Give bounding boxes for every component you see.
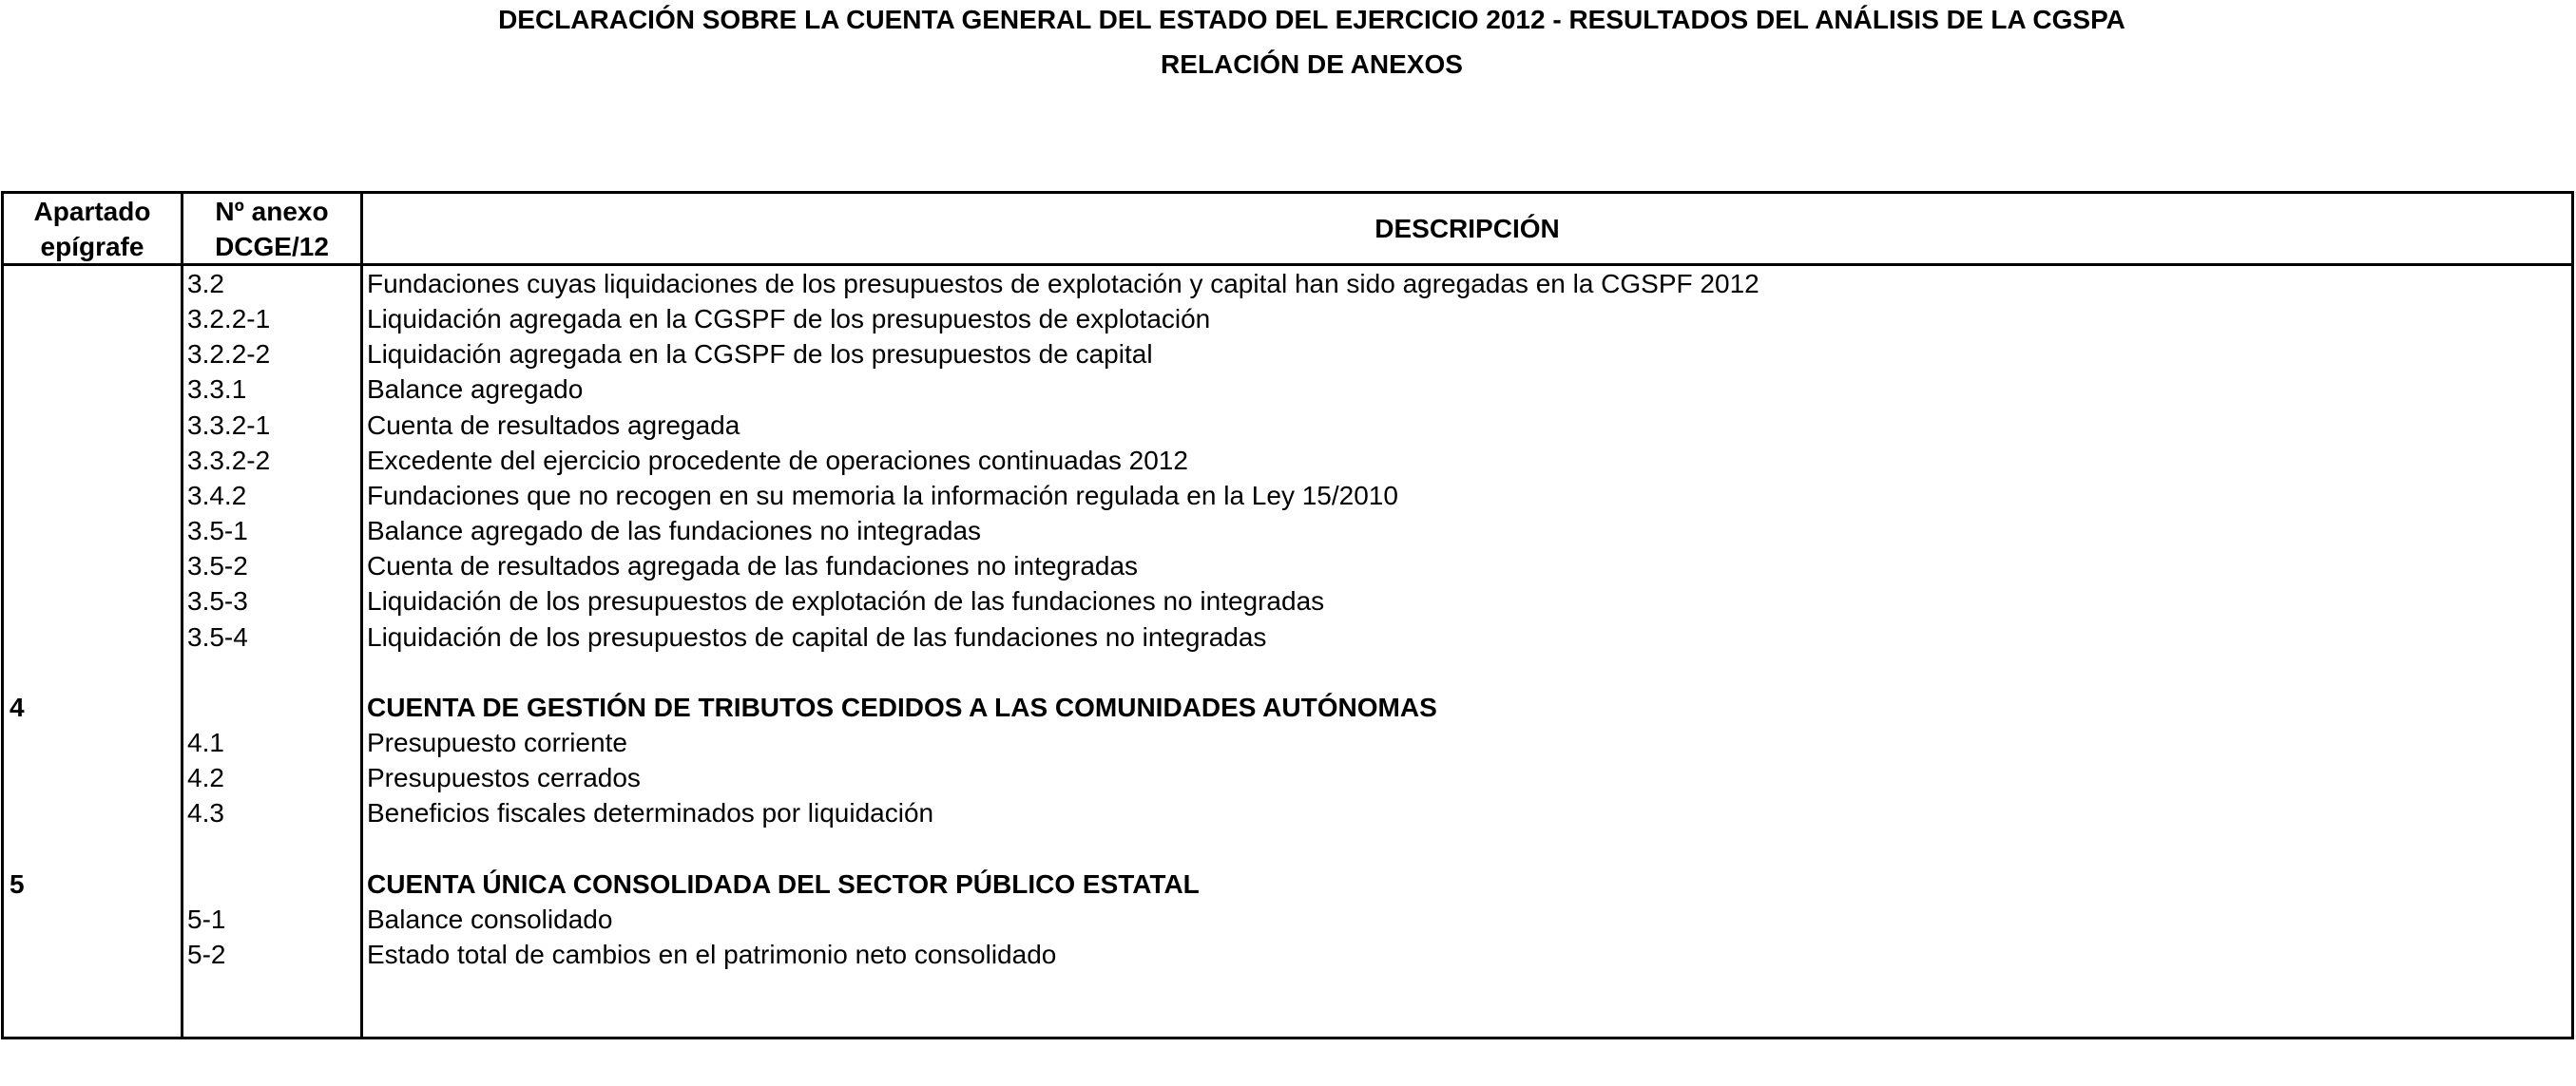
section-row	[4, 690, 2571, 725]
cell-anexo: 3.5-4	[187, 621, 248, 652]
cell-anexo: 4.2	[187, 763, 224, 793]
table-row	[4, 443, 2571, 478]
cell-descripcion: CUENTA ÚNICA CONSOLIDADA DEL SECTOR PÚBLICO ESTATAL	[367, 868, 1200, 899]
cell-descripcion: Liquidación de los presupuestos de explotación de las fundaciones no integradas	[367, 586, 1325, 617]
table-row	[4, 513, 2571, 548]
cell-descripcion: Presupuestos cerrados	[367, 763, 641, 793]
cell-anexo: 3.3.1	[187, 374, 247, 405]
cell-descripcion: Balance agregado de las fundaciones no integradas	[367, 516, 982, 546]
table-row	[4, 266, 2571, 301]
header-anexo	[183, 194, 360, 264]
table-row	[4, 902, 2571, 937]
document-subtitle: RELACIÓN DE ANEXOS	[1161, 49, 1463, 79]
cell-anexo: 3.5-1	[187, 516, 248, 546]
table-row	[4, 619, 2571, 655]
header-apartado	[4, 194, 181, 264]
cell-anexo: 3.3.2-1	[187, 410, 271, 440]
cell-descripcion: Liquidación agregada en la CGSPF de los presupuestos de explotación	[367, 304, 1211, 334]
cell-descripcion: Presupuesto corriente	[367, 727, 627, 757]
header-anexo-line2: DCGE/12	[215, 232, 329, 261]
cell-apartado: 4	[10, 692, 25, 722]
cell-descripcion: Cuenta de resultados agregada de las fundaciones no integradas	[367, 551, 1139, 581]
table-row	[4, 937, 2571, 972]
table-row	[4, 336, 2571, 372]
table-row	[4, 301, 2571, 336]
header-anexo-line1: Nº anexo	[215, 197, 329, 226]
cell-descripcion: Beneficios fiscales determinados por liquidación	[367, 798, 934, 829]
cell-anexo: 4.3	[187, 798, 224, 829]
cell-descripcion: Balance consolidado	[367, 904, 613, 934]
cell-anexo: 3.2.2-2	[187, 339, 271, 370]
cell-descripcion: Estado total de cambios en el patrimonio neto consolidado	[367, 939, 1057, 969]
cell-anexo: 3.4.2	[187, 480, 247, 510]
cell-anexo: 3.5-2	[187, 551, 248, 581]
table-row	[4, 478, 2571, 513]
cell-descripcion: Liquidación agregada en la CGSPF de los presupuestos de capital	[367, 339, 1153, 370]
cell-anexo: 4.1	[187, 727, 224, 757]
cell-descripcion: Fundaciones que no recogen en su memoria la información regulada en la Ley 15/2010	[367, 480, 1398, 510]
cell-descripcion: Balance agregado	[367, 374, 584, 405]
header-descripcion: DESCRIPCIÓN	[1375, 214, 1560, 243]
header-apartado-line2: epígrafe	[40, 232, 144, 261]
cell-descripcion: CUENTA DE GESTIÓN DE TRIBUTOS CEDIDOS A LAS COMUNIDADES AUTÓNOMAS	[367, 692, 1437, 722]
table-row	[4, 372, 2571, 407]
cell-anexo: 3.3.2-2	[187, 445, 271, 475]
cell-descripcion: Cuenta de resultados agregada	[367, 410, 740, 440]
annex-table	[1, 191, 2574, 1039]
table-row	[4, 583, 2571, 619]
table-row	[4, 830, 2571, 866]
document-title: DECLARACIÓN SOBRE LA CUENTA GENERAL DEL ESTADO DEL EJERCICIO 2012 - RESULTADOS DEL ANÁLISIS DE LA CGSPA	[498, 5, 2125, 34]
cell-anexo: 3.2.2-1	[187, 304, 271, 334]
cell-anexo: 5-2	[187, 939, 226, 969]
table-row	[4, 795, 2571, 830]
header-apartado-line1: Apartado	[33, 197, 151, 226]
cell-anexo: 3.5-3	[187, 586, 248, 617]
cell-apartado: 5	[10, 868, 25, 899]
table-row	[4, 760, 2571, 795]
table-row	[4, 408, 2571, 443]
cell-anexo: 3.2	[187, 269, 224, 298]
section-row	[4, 867, 2571, 902]
cell-descripcion: Fundaciones cuyas liquidaciones de los presupuestos de explotación y capital han sido agregadas en la CGSPF 2012	[367, 269, 1759, 298]
table-row	[4, 725, 2571, 760]
cell-descripcion: Excedente del ejercicio procedente de operaciones continuadas 2012	[367, 445, 1188, 475]
cell-anexo: 5-1	[187, 904, 226, 934]
cell-descripcion: Liquidación de los presupuestos de capital de las fundaciones no integradas	[367, 621, 1267, 652]
table-row	[4, 655, 2571, 690]
table-row	[4, 548, 2571, 583]
